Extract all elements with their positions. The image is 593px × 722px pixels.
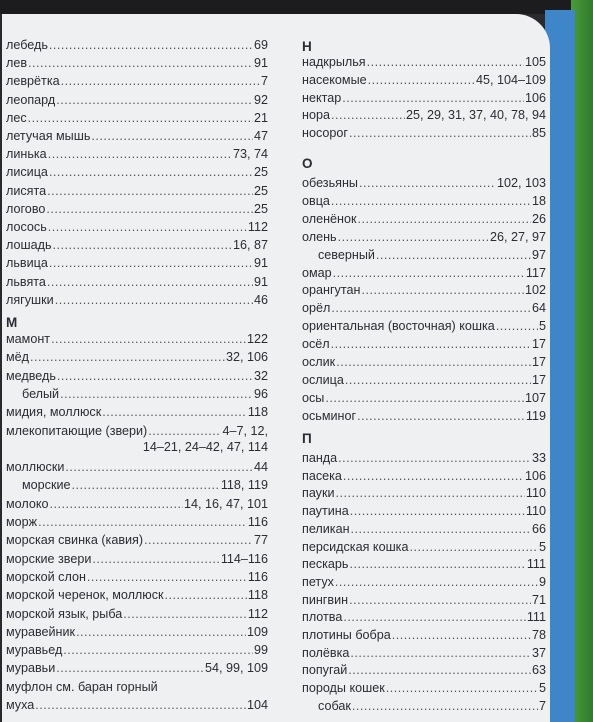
index-entry [6, 255, 268, 271]
index-term: леврётка [6, 74, 60, 89]
index-entry [6, 551, 268, 567]
page-numbers: 105 [524, 55, 546, 69]
dot-leader [376, 247, 531, 263]
index-entry [6, 423, 268, 455]
dot-leader [358, 211, 531, 227]
index-term: оленёнок [302, 211, 357, 226]
dot-leader [333, 265, 525, 281]
dot-leader [361, 282, 524, 298]
dot-leader [342, 90, 524, 106]
index-entry [6, 292, 268, 308]
index-term: морской язык, рыба [6, 606, 123, 621]
dot-leader [351, 521, 531, 537]
dot-leader [102, 404, 247, 420]
index-entry [6, 386, 268, 402]
page-numbers: 91 [253, 56, 268, 71]
index-entry [6, 37, 268, 53]
index-entry [302, 90, 546, 106]
index-entry [302, 336, 546, 352]
index-entry [6, 404, 268, 420]
page-numbers: 106 [524, 90, 546, 105]
index-entry [6, 164, 268, 180]
dot-leader [338, 229, 489, 245]
index-entry [6, 331, 268, 347]
index-term: мамонт [6, 332, 51, 346]
dot-leader [368, 72, 475, 88]
dot-leader [350, 645, 531, 661]
dot-leader [49, 255, 253, 271]
index-term: морская свинка (кавия) [6, 533, 144, 548]
index-entry [302, 211, 546, 227]
index-term: морж [6, 515, 38, 529]
index-entry [302, 556, 546, 572]
index-term: морские звери [6, 551, 92, 566]
index-term: плотва [302, 610, 343, 625]
dot-leader [352, 698, 538, 714]
index-term: муравьи [6, 661, 56, 676]
page-numbers: 78 [531, 628, 546, 642]
index-entry [6, 477, 268, 493]
dot-leader [349, 556, 525, 572]
section-letter: П [302, 431, 312, 446]
index-term: плотины бобра [302, 628, 391, 642]
index-entry [302, 354, 546, 370]
page-numbers: 114–116 [220, 551, 268, 566]
index-term: пескарь [302, 557, 349, 572]
dot-leader [72, 477, 220, 493]
index-term: осьминог [302, 408, 357, 423]
page-numbers: 118 [247, 405, 268, 420]
page-numbers: 96 [253, 386, 268, 401]
page-numbers: 110 [525, 486, 546, 501]
index-term: лебедь [6, 38, 48, 52]
index-term: осёл [302, 337, 330, 352]
index-entry [302, 450, 546, 466]
index-term: муха [6, 698, 35, 712]
index-entry [302, 318, 546, 334]
dot-leader [30, 349, 225, 365]
index-term: лошадь [6, 238, 52, 253]
section-letter: О [302, 156, 313, 171]
index-entry [6, 496, 268, 512]
index-entry [6, 274, 268, 290]
index-term: обезьяны [302, 176, 358, 190]
index-term: лес [6, 110, 27, 125]
dot-leader [349, 125, 531, 141]
index-term: лягушки [6, 292, 54, 307]
photo-background-top [0, 0, 593, 14]
index-entry [302, 574, 546, 590]
index-term: лисица [6, 165, 48, 180]
page-numbers: 25, 29, 31, 37, 40, 78, 94 [405, 108, 546, 123]
page-numbers: 37 [531, 645, 546, 660]
index-term: нектар [302, 90, 342, 105]
index-entry [6, 237, 268, 253]
dot-leader [53, 237, 232, 253]
page-numbers: 116 [247, 515, 268, 529]
index-entry [302, 468, 546, 484]
index-entry [302, 680, 546, 696]
page-numbers: 71 [531, 592, 546, 607]
index-term: белый [22, 386, 60, 401]
page-numbers: 107 [524, 390, 546, 405]
index-term: породы кошек [302, 681, 385, 696]
page-numbers: 25 [253, 183, 268, 198]
page-numbers: 17 [531, 372, 546, 387]
dot-leader [56, 660, 204, 676]
page-numbers: 111 [526, 610, 546, 625]
dot-leader [35, 697, 246, 713]
dot-leader [76, 624, 246, 640]
index-term: омар [302, 265, 332, 280]
index-term: млекопитающие (звери) [6, 423, 148, 438]
page-numbers: 47 [253, 129, 268, 143]
page-numbers: 110 [525, 504, 546, 519]
dot-leader [65, 459, 253, 475]
page-numbers: 45, 104–109 [475, 72, 546, 87]
page-numbers: 99 [253, 643, 268, 658]
page-numbers: 18 [531, 193, 546, 208]
dot-leader [49, 37, 253, 53]
index-term: медведь [6, 368, 56, 383]
index-term: летучая мышь [6, 129, 91, 143]
index-entry [6, 697, 268, 713]
dot-leader [331, 193, 531, 209]
index-term: петух [302, 574, 334, 589]
page-numbers: 69 [253, 38, 268, 52]
dot-leader [367, 54, 524, 70]
index-entry [302, 247, 546, 263]
index-entry [302, 107, 546, 123]
index-entry [302, 698, 546, 714]
index-term: пауки [302, 486, 335, 501]
page-numbers: 116 [247, 569, 268, 584]
page-numbers: 64 [531, 301, 546, 316]
index-term: лев [6, 56, 28, 71]
page-numbers: 92 [253, 92, 268, 107]
page-numbers-continued: 14–21, 24–42, 47, 114 [142, 439, 268, 454]
page-numbers: 102 [524, 283, 546, 298]
dot-leader [87, 569, 247, 585]
page-numbers: 118 [247, 588, 268, 603]
index-entry [6, 532, 268, 548]
index-entry [6, 92, 268, 108]
index-entry [302, 408, 546, 424]
index-term: муравьед [6, 643, 63, 658]
index-term: ориентальная (восточная) кошка [302, 319, 495, 334]
index-entry [6, 73, 268, 89]
index-term: муравейник [6, 624, 76, 639]
index-term: орёл [302, 301, 331, 316]
page-numbers: 46 [253, 292, 268, 307]
index-term: паутина [302, 504, 349, 519]
index-term: мёд [6, 350, 30, 365]
index-entry [6, 219, 268, 235]
page-numbers: 16, 87 [232, 238, 268, 253]
page-numbers: 91 [253, 274, 268, 289]
index-term: нора [302, 108, 330, 123]
dot-leader [359, 175, 496, 191]
page-numbers: 17 [531, 337, 546, 352]
index-entry [302, 503, 546, 519]
index-entry [6, 128, 268, 144]
index-term: мидия, моллюск [6, 405, 102, 420]
page-numbers: 91 [253, 256, 268, 271]
page-numbers: 44 [253, 460, 268, 475]
dot-leader [335, 574, 538, 590]
index-term: осы [302, 390, 325, 405]
index-entry [302, 282, 546, 298]
dot-leader [331, 300, 531, 316]
index-entry [302, 175, 546, 191]
page-numbers: 5 [538, 319, 546, 334]
page-numbers: 106 [524, 468, 546, 483]
page-numbers: 26, 27, 97 [489, 229, 546, 244]
dot-leader [57, 368, 253, 384]
page-numbers: 5 [538, 681, 546, 696]
page-numbers: 112 [247, 220, 268, 234]
index-term: леопард [6, 92, 56, 107]
index-entry [6, 368, 268, 384]
book-page [2, 14, 550, 722]
index-entry [302, 662, 546, 678]
dot-leader [343, 468, 524, 484]
dot-leader [345, 372, 531, 388]
index-entry [302, 300, 546, 316]
dot-leader [47, 183, 253, 199]
page-numbers: 109 [246, 624, 268, 639]
page-numbers: 77 [253, 533, 268, 548]
page-numbers: 66 [531, 521, 546, 536]
dot-leader [338, 450, 531, 466]
page-numbers: 26 [531, 211, 546, 226]
page-numbers: 102, 103 [496, 176, 546, 190]
index-entry [6, 55, 268, 71]
index-entry [6, 201, 268, 217]
dot-leader [51, 331, 246, 347]
index-term: львята [6, 274, 46, 289]
index-term: носорог [302, 126, 349, 141]
index-entry [302, 521, 546, 537]
dot-leader [46, 201, 253, 217]
index-term: морской слон [6, 569, 86, 584]
index-term: овца [302, 193, 330, 208]
index-term: морской черенок, моллюск [6, 588, 164, 603]
dot-leader [55, 292, 253, 308]
index-entry [302, 539, 546, 555]
dot-leader [28, 55, 253, 71]
page-numbers: 17 [531, 355, 546, 369]
page-numbers: 119 [525, 408, 546, 423]
index-entry [302, 72, 546, 88]
index-term: собак [318, 698, 351, 713]
index-entry [6, 660, 268, 676]
dot-leader [349, 592, 531, 608]
page-numbers: 111 [526, 557, 546, 572]
dot-leader [63, 642, 253, 658]
page-numbers: 85 [531, 126, 546, 141]
dot-leader [348, 662, 531, 678]
index-term: орангутан [302, 283, 361, 298]
dot-leader [92, 551, 219, 567]
index-term: линька [6, 147, 47, 162]
dot-leader [148, 423, 221, 439]
index-entry [302, 265, 546, 281]
index-entry [6, 459, 268, 475]
index-term: пеликан [302, 521, 350, 536]
page-numbers: 54, 99, 109 [204, 661, 268, 676]
dot-leader [336, 354, 531, 370]
dot-leader [28, 110, 253, 126]
index-entry [6, 606, 268, 622]
index-entry [6, 624, 268, 640]
page-numbers: 21 [253, 110, 268, 125]
index-entry [302, 193, 546, 209]
dot-leader [50, 496, 183, 512]
index-entry [302, 645, 546, 661]
index-entry [6, 642, 268, 658]
index-entry [6, 146, 268, 162]
index-term: ослица [302, 372, 344, 387]
page-numbers: 32, 106 [225, 350, 268, 365]
index-term: ослик [302, 355, 336, 369]
page-numbers: 118, 119 [220, 478, 268, 493]
index-entry [302, 125, 546, 141]
index-term: надкрылья [302, 55, 366, 69]
index-entry [302, 609, 546, 625]
index-entry [6, 183, 268, 199]
section-letter: М [6, 315, 18, 330]
dot-leader [392, 627, 531, 643]
index-term: олень [302, 229, 337, 244]
dot-leader [331, 107, 405, 123]
dot-leader [343, 609, 525, 625]
page-numbers: 97 [531, 247, 546, 262]
page-numbers: 112 [247, 606, 268, 621]
page-numbers: 25 [253, 201, 268, 216]
index-entry [302, 592, 546, 608]
index-entry [302, 54, 546, 70]
index-entry [6, 679, 268, 695]
dot-leader [48, 146, 232, 162]
dot-leader [165, 587, 247, 603]
dot-leader [49, 164, 253, 180]
dot-leader [123, 606, 247, 622]
dot-leader [331, 336, 531, 352]
index-entry [6, 514, 268, 530]
index-term: пингвин [302, 592, 349, 607]
index-entry [6, 569, 268, 585]
index-term: попугай [302, 663, 348, 678]
dot-leader [38, 514, 247, 530]
dot-leader [336, 485, 525, 501]
index-term: моллюски [6, 460, 65, 475]
dot-leader [496, 318, 538, 334]
page-numbers: 32 [253, 368, 268, 383]
dot-leader [409, 539, 538, 555]
page-numbers: 4–7, 12, [222, 423, 268, 438]
page-numbers: 25 [253, 165, 268, 180]
dot-leader [350, 503, 525, 519]
index-entry [302, 390, 546, 406]
index-entry [302, 627, 546, 643]
page-numbers: 63 [531, 663, 546, 678]
page-numbers: 73, 74 [232, 147, 268, 162]
dot-leader [60, 386, 253, 402]
index-term: насекомые [302, 72, 367, 87]
dot-leader [61, 73, 260, 89]
index-entry [6, 110, 268, 126]
index-entry [6, 587, 268, 603]
index-term: панда [302, 451, 338, 465]
index-entry [6, 349, 268, 365]
dot-leader [357, 408, 525, 424]
index-entry [302, 485, 546, 501]
page-numbers: 9 [538, 574, 546, 589]
dot-leader [325, 390, 524, 406]
page-numbers: 122 [246, 332, 268, 346]
page-numbers: 117 [525, 265, 546, 280]
page-numbers: 33 [531, 451, 546, 465]
dot-leader [56, 92, 253, 108]
index-entry [302, 372, 546, 388]
index-term: персидская кошка [302, 539, 409, 554]
dot-leader [47, 274, 253, 290]
dot-leader [386, 680, 538, 696]
index-term: лосось [6, 220, 47, 234]
page-numbers: 5 [538, 539, 546, 554]
index-term: муфлон см. баран горный [6, 679, 158, 694]
page-numbers: 7 [538, 698, 546, 713]
page-numbers: 7 [260, 74, 268, 89]
dot-leader [144, 532, 253, 548]
index-term: молоко [6, 496, 49, 511]
dot-leader [91, 128, 253, 144]
index-term: львица [6, 256, 48, 271]
index-term: лисята [6, 183, 47, 198]
section-letter: Н [302, 39, 312, 54]
dot-leader [48, 219, 247, 235]
index-term: северный [318, 247, 375, 262]
index-term: полёвка [302, 645, 350, 660]
index-entry [302, 229, 546, 245]
index-term: морские [22, 478, 71, 493]
page-numbers: 14, 16, 47, 101 [183, 496, 268, 511]
index-term: логово [6, 201, 46, 216]
index-term: пасека [302, 468, 342, 483]
page-numbers: 104 [246, 698, 268, 712]
